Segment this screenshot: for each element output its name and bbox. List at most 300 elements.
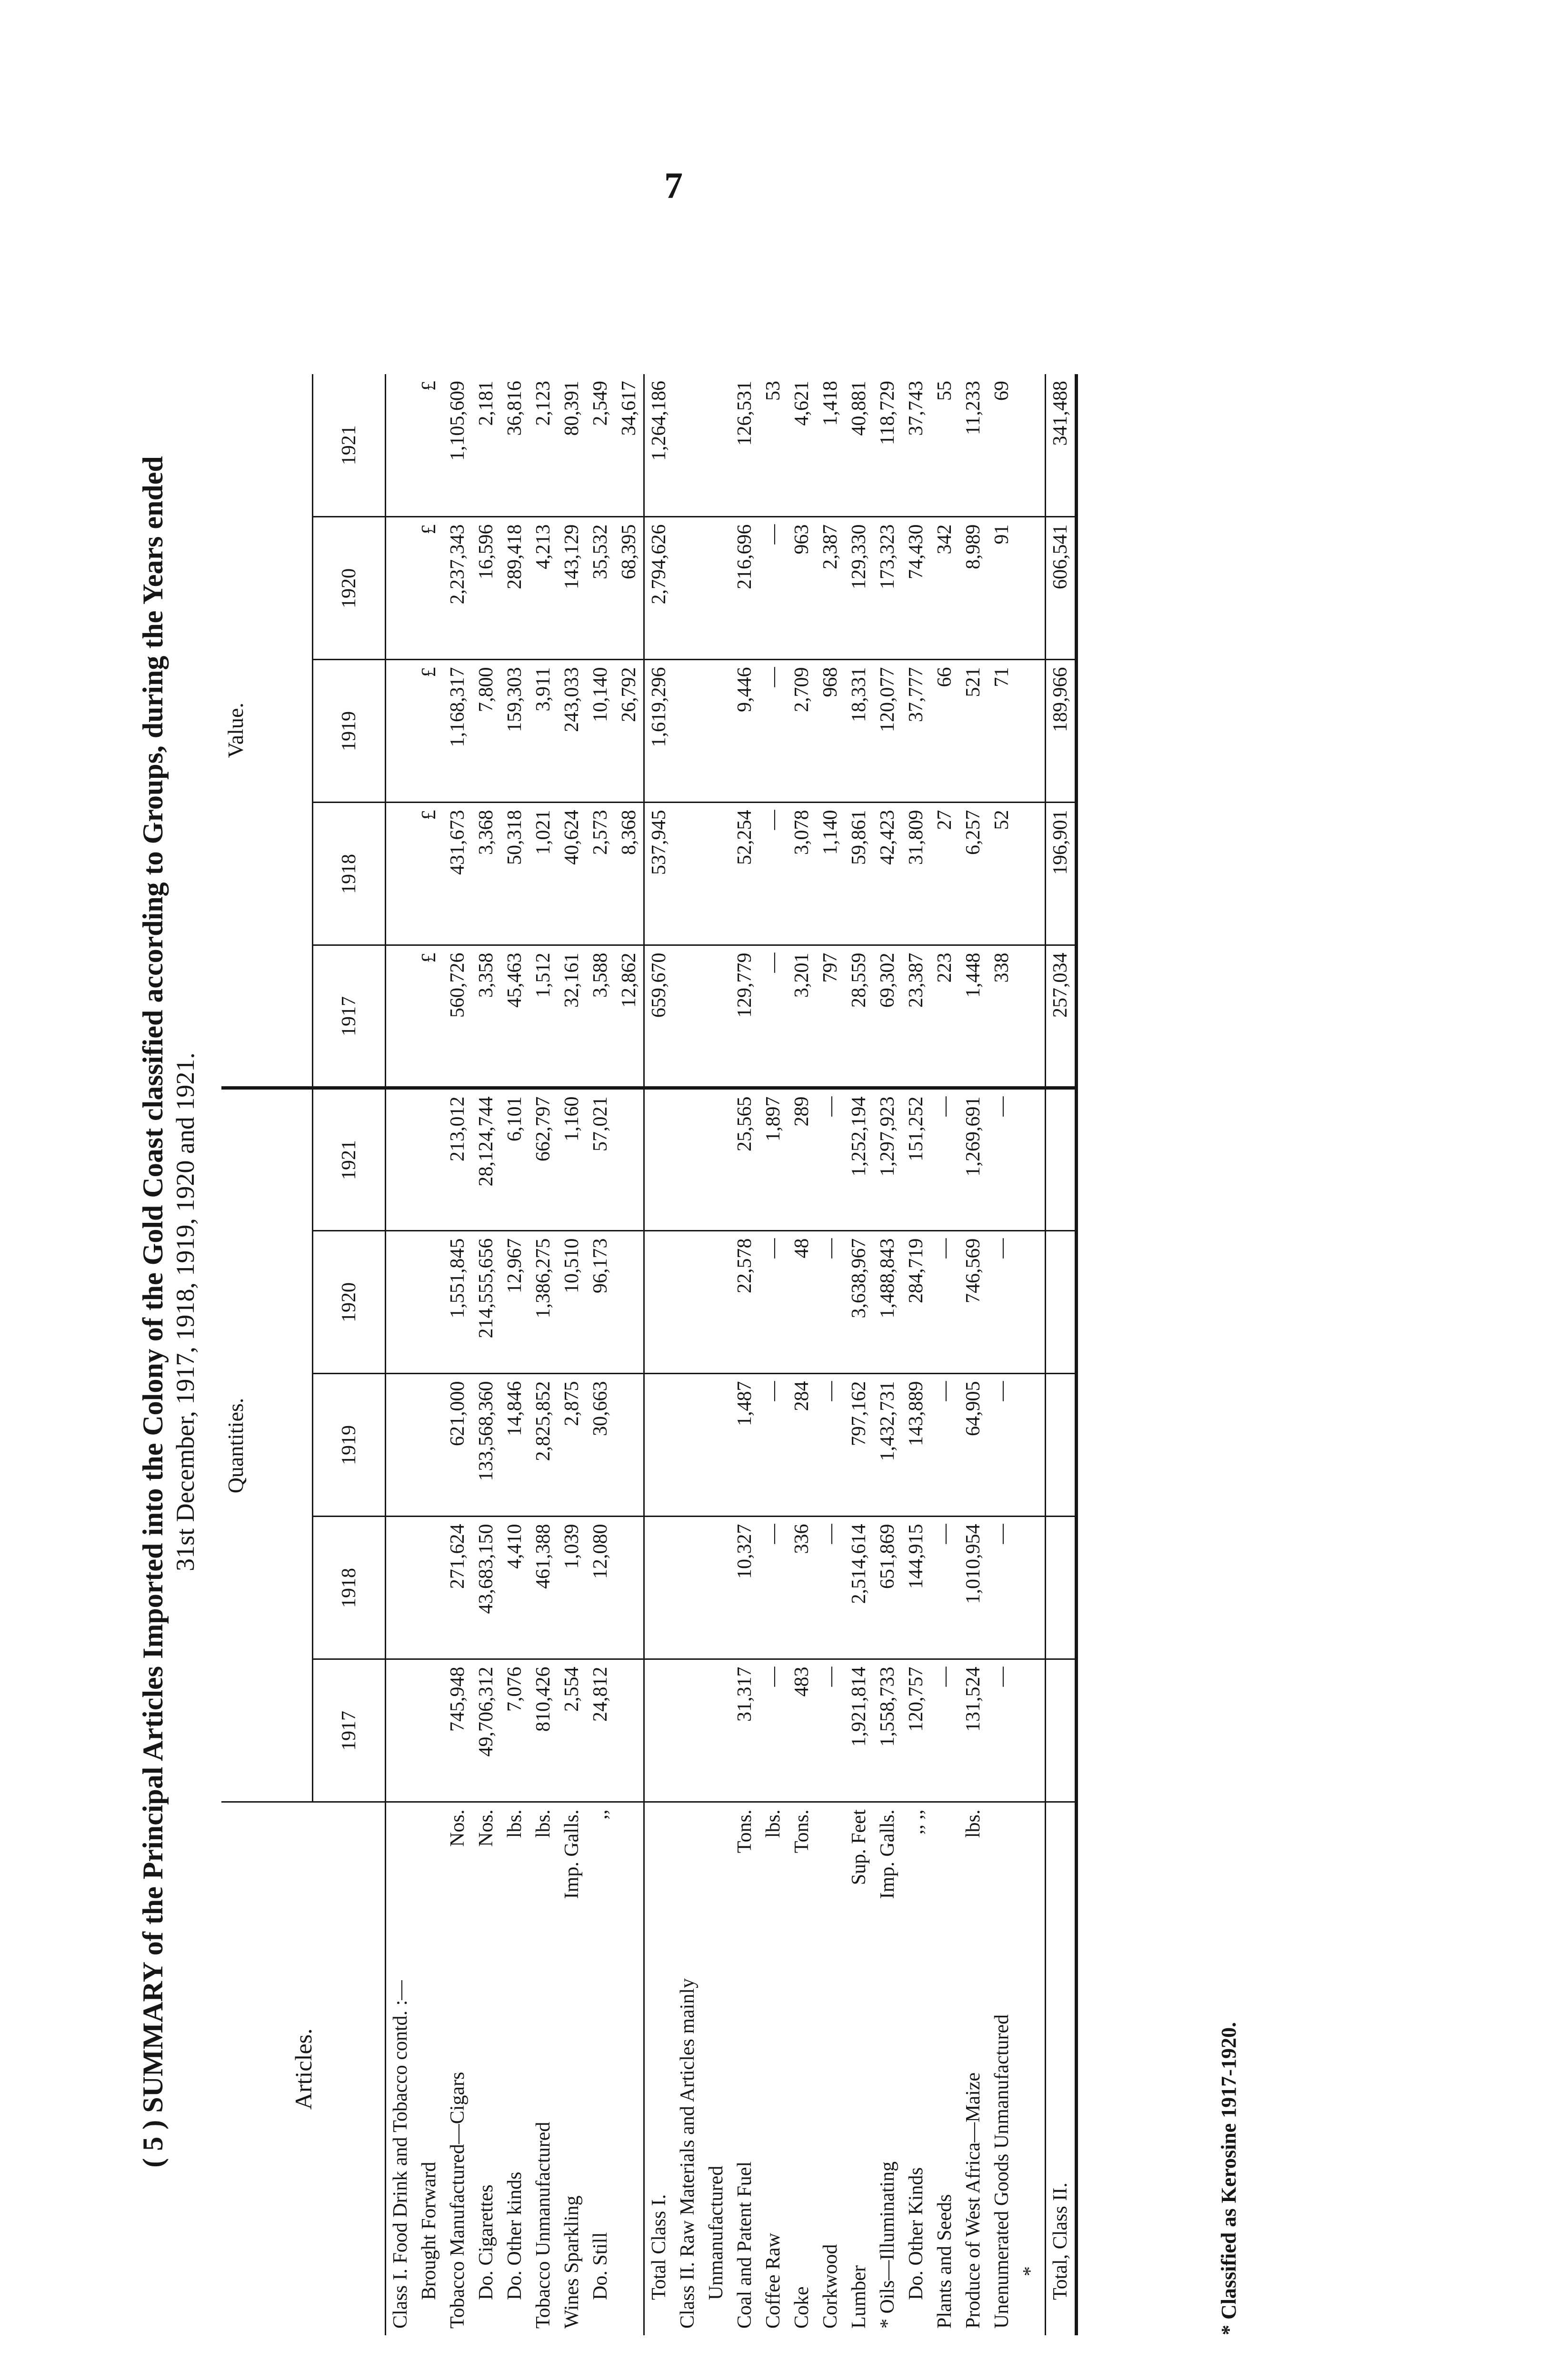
quantity-cell (1046, 1231, 1077, 1374)
value-cell: 27 (930, 803, 959, 945)
value-cell (702, 374, 730, 517)
value-cell: 159,303 (500, 660, 529, 803)
article-name: * Oils—Illuminating (877, 2161, 898, 2329)
year-header: 1919 (313, 660, 386, 803)
value-cell: 71 (988, 660, 1016, 803)
value-cell: 341,488 (1046, 374, 1077, 517)
value-cell: 91 (988, 517, 1016, 660)
table-row (644, 374, 674, 2335)
quantity-cell (1016, 1659, 1046, 1802)
quantity-cell: 14,846 (500, 1374, 529, 1517)
quantity-cell: 810,426 (529, 1659, 558, 1802)
quantity-cell (673, 1088, 702, 1231)
quantity-cell: — (816, 1231, 845, 1374)
quantity-cell (615, 1231, 644, 1374)
article-cell (500, 1802, 529, 2335)
article-unit: Nos. (447, 1809, 469, 1847)
quantity-cell: 6,101 (500, 1088, 529, 1231)
value-cell: — (759, 945, 788, 1088)
value-cell: 31,809 (902, 803, 930, 945)
table-body (386, 374, 1077, 2335)
article-unit (415, 1810, 443, 1815)
article-unit: Nos. (475, 1809, 497, 1847)
quantity-cell: 22,578 (730, 1231, 759, 1374)
table-row (1046, 374, 1077, 2335)
year-header: 1917 (313, 1659, 386, 1802)
quantity-cell (702, 1517, 730, 1659)
value-cell: 3,368 (472, 803, 500, 945)
article-cell (902, 1802, 930, 2335)
quantity-cell: 271,624 (443, 1517, 472, 1659)
year-header: 1921 (313, 374, 386, 517)
quantity-cell (415, 1374, 443, 1517)
value-cell: 10,140 (586, 660, 615, 803)
article-unit (816, 1810, 845, 1815)
quantity-cell (386, 1088, 415, 1231)
value-cell: 1,168,317 (443, 660, 472, 803)
quantity-cell (1046, 1517, 1077, 1659)
article-name: Unmanufactured (705, 2165, 727, 2300)
value-cell: 66 (930, 660, 959, 803)
quantity-cell: 621,000 (443, 1374, 472, 1517)
quantity-cell: 25,565 (730, 1088, 759, 1231)
quantity-cell (386, 1517, 415, 1659)
article-name: Tobacco Unmanufactured (532, 2122, 554, 2329)
value-cell: 223 (930, 945, 959, 1088)
article-unit (386, 1810, 415, 1815)
value-cell (1016, 803, 1046, 945)
quantity-cell: 49,706,312 (472, 1659, 500, 1802)
quantity-cell: 4,410 (500, 1517, 529, 1659)
value-cell: 1,512 (529, 945, 558, 1088)
value-cell (1016, 660, 1046, 803)
article-cell (472, 1802, 500, 2335)
quantity-cell: 1,432,731 (873, 1374, 902, 1517)
value-cell: 2,794,626 (644, 517, 674, 660)
article-unit (988, 1810, 1016, 1815)
quantity-cell: — (759, 1659, 788, 1802)
value-cell: £ (415, 945, 443, 1088)
quantity-cell: 2,514,614 (845, 1517, 873, 1659)
quantity-cell: 12,080 (586, 1517, 615, 1659)
article-name: Wines Sparkling (561, 2195, 583, 2329)
article-cell (529, 1802, 558, 2335)
article-name: Unenumerated Goods Unmanufactured (991, 2014, 1013, 2329)
value-cell (386, 374, 415, 517)
article-unit (1016, 1810, 1045, 1815)
quantity-cell (644, 1088, 674, 1231)
quantity-cell: 745,948 (443, 1659, 472, 1802)
value-cell: 34,617 (615, 374, 644, 517)
value-cell (386, 945, 415, 1088)
value-cell: 257,034 (1046, 945, 1077, 1088)
value-cell: 55 (930, 374, 959, 517)
value-cell: 53 (759, 374, 788, 517)
quantity-cell (673, 1231, 702, 1374)
article-name: Coal and Patent Fuel (734, 2161, 756, 2329)
value-cell: 2,387 (816, 517, 845, 660)
year-header: 1920 (313, 517, 386, 660)
quantity-cell: 96,173 (586, 1231, 615, 1374)
table-row (759, 374, 788, 2335)
value-cell: 2,549 (586, 374, 615, 517)
quantity-cell: 1,039 (558, 1517, 586, 1659)
table-row (386, 374, 415, 2335)
quantity-cell: — (988, 1659, 1016, 1802)
quantity-cell (702, 1088, 730, 1231)
value-cell: £ (415, 374, 443, 517)
article-unit: ,, ,, (905, 1809, 927, 1835)
article-cell (644, 1802, 674, 2335)
value-cell: 28,559 (845, 945, 873, 1088)
value-cell: 23,387 (902, 945, 930, 1088)
value-cell: £ (415, 517, 443, 660)
value-cell: 6,257 (959, 803, 988, 945)
table-row (558, 374, 586, 2335)
value-cell: 12,862 (615, 945, 644, 1088)
table-row (415, 374, 443, 2335)
article-cell (443, 1802, 472, 2335)
quantity-cell: — (930, 1231, 959, 1374)
value-cell: 1,448 (959, 945, 988, 1088)
article-cell (730, 1802, 759, 2335)
quantity-cell: — (759, 1517, 788, 1659)
value-cell: 11,233 (959, 374, 988, 517)
heading-line-1: ( 5 ) SUMMARY of the Principal Articles Imported into the Colony of the Gold Coast classified according to Groups, during the Years ended (137, 456, 169, 2168)
table-row (443, 374, 472, 2335)
quantity-cell: 289 (788, 1088, 816, 1231)
article-unit (930, 1810, 959, 1815)
year-header: 1918 (313, 803, 386, 945)
article-unit: Imp. Galls. (561, 1809, 583, 1899)
value-cell: 45,463 (500, 945, 529, 1088)
quantity-cell (615, 1659, 644, 1802)
quantity-cell (673, 1659, 702, 1802)
article-name: Class I. Food Drink and Tobacco contd. :— (389, 1980, 411, 2329)
article-cell (873, 1802, 902, 2335)
value-cell (702, 945, 730, 1088)
table-row (959, 374, 988, 2335)
value-cell: 7,800 (472, 660, 500, 803)
value-cell: 120,077 (873, 660, 902, 803)
quantity-cell: 1,488,843 (873, 1231, 902, 1374)
value-cell: 4,621 (788, 374, 816, 517)
quantity-cell: — (930, 1659, 959, 1802)
article-name: Corkwood (819, 2244, 841, 2329)
article-cell (988, 1802, 1016, 2335)
article-unit (1046, 1810, 1075, 1815)
quantity-cell (1016, 1231, 1046, 1374)
value-cell: 537,945 (644, 803, 674, 945)
quantity-cell: 2,554 (558, 1659, 586, 1802)
quantity-cell (702, 1659, 730, 1802)
table-row (673, 374, 702, 2335)
quantity-cell (1016, 1374, 1046, 1517)
value-cell (1016, 374, 1046, 517)
value-cell: 8,989 (959, 517, 988, 660)
quantity-cell: 12,967 (500, 1231, 529, 1374)
quantity-cell: 10,510 (558, 1231, 586, 1374)
quantity-cell: 10,327 (730, 1517, 759, 1659)
article-name: Produce of West Africa—Maize (962, 2072, 984, 2329)
article-cell (788, 1802, 816, 2335)
year-header: 1919 (313, 1374, 386, 1517)
quantity-cell: — (988, 1231, 1016, 1374)
value-cell: 35,532 (586, 517, 615, 660)
quantity-cell: 284,719 (902, 1231, 930, 1374)
articles-header: Articles. (221, 1802, 386, 2335)
quantity-cell (644, 1231, 674, 1374)
heading-line-2: 31st December, 1917, 1918, 1919, 1920 and 1921. (171, 1052, 200, 1571)
quantity-cell (1046, 1088, 1077, 1231)
value-cell: 560,726 (443, 945, 472, 1088)
quantity-cell (415, 1088, 443, 1231)
value-cell: 196,901 (1046, 803, 1077, 945)
quantity-cell: 144,915 (902, 1517, 930, 1659)
article-unit: Sup. Feet (848, 1809, 870, 1885)
quantity-cell: 284 (788, 1374, 816, 1517)
article-name: Brought Forward (418, 2162, 440, 2300)
quantity-cell (702, 1374, 730, 1517)
value-cell: 1,105,609 (443, 374, 472, 517)
quantity-cell: 1,252,194 (845, 1088, 873, 1231)
value-cell: 4,213 (529, 517, 558, 660)
value-cell: 338 (988, 945, 1016, 1088)
value-cell: 606,541 (1046, 517, 1077, 660)
year-header: 1920 (313, 1231, 386, 1374)
article-unit: lbs. (962, 1809, 984, 1838)
value-cell: 37,777 (902, 660, 930, 803)
value-cell: 173,323 (873, 517, 902, 660)
value-cell (702, 517, 730, 660)
table-row (730, 374, 759, 2335)
quantity-cell: 746,569 (959, 1231, 988, 1374)
quantity-cell: 1,160 (558, 1088, 586, 1231)
article-cell (558, 1802, 586, 2335)
value-cell: 126,531 (730, 374, 759, 517)
value-cell: 1,140 (816, 803, 845, 945)
value-cell: 243,033 (558, 660, 586, 803)
value-cell: 40,624 (558, 803, 586, 945)
quantity-cell (415, 1231, 443, 1374)
value-cell: 216,696 (730, 517, 759, 660)
value-cell: 3,201 (788, 945, 816, 1088)
year-header: 1918 (313, 1517, 386, 1659)
quantity-cell: 1,551,845 (443, 1231, 472, 1374)
value-cell: 37,743 (902, 374, 930, 517)
rotated-table-page (95, 217, 1300, 2380)
article-cell (845, 1802, 873, 2335)
quantity-cell (644, 1374, 674, 1517)
value-cell (673, 517, 702, 660)
year-header: 1917 (313, 945, 386, 1088)
value-cell: 3,911 (529, 660, 558, 803)
article-cell (415, 1802, 443, 2335)
table-row (586, 374, 615, 2335)
value-cell: 2,237,343 (443, 517, 472, 660)
value-cell: 8,368 (615, 803, 644, 945)
article-cell (959, 1802, 988, 2335)
quantity-cell: 662,797 (529, 1088, 558, 1231)
table-row (702, 374, 730, 2335)
value-cell: 36,816 (500, 374, 529, 517)
quantity-cell: 213,012 (443, 1088, 472, 1231)
value-cell: 16,596 (472, 517, 500, 660)
quantity-cell: 7,076 (500, 1659, 529, 1802)
article-unit: ,, (589, 1809, 611, 1820)
value-cell: — (759, 803, 788, 945)
article-name: Coke (791, 2286, 813, 2329)
quantity-cell: 1,386,275 (529, 1231, 558, 1374)
quantity-cell: 131,524 (959, 1659, 988, 1802)
quantity-cell: 336 (788, 1517, 816, 1659)
quantities-header: Quantities. (221, 1088, 313, 1802)
quantity-cell: 1,921,814 (845, 1659, 873, 1802)
quantity-cell (615, 1088, 644, 1231)
value-cell: 1,619,296 (644, 660, 674, 803)
article-unit: lbs. (762, 1809, 784, 1838)
imports-summary-table (221, 374, 1078, 2335)
article-name: Do. Other Kinds (905, 2167, 927, 2300)
value-cell: 3,588 (586, 945, 615, 1088)
article-name: Total, Class II. (1049, 2182, 1071, 2300)
article-unit: Imp. Galls. (877, 1809, 898, 1899)
quantity-cell: 214,555,656 (472, 1231, 500, 1374)
value-cell: 521 (959, 660, 988, 803)
quantity-cell (644, 1517, 674, 1659)
value-cell (673, 803, 702, 945)
article-cell (1016, 1802, 1046, 2335)
table-row (529, 374, 558, 2335)
table-row (902, 374, 930, 2335)
quantity-cell: — (988, 1374, 1016, 1517)
quantity-cell (386, 1659, 415, 1802)
article-unit (673, 1810, 702, 1815)
year-header: 1921 (313, 1088, 386, 1231)
table-row (930, 374, 959, 2335)
article-name: Do. Still (589, 2232, 611, 2300)
quantity-cell: 1,297,923 (873, 1088, 902, 1231)
quantity-cell: — (930, 1517, 959, 1659)
quantity-cell (673, 1517, 702, 1659)
quantity-cell: 2,825,852 (529, 1374, 558, 1517)
article-unit: Tons. (734, 1809, 756, 1854)
quantity-cell: 1,487 (730, 1374, 759, 1517)
article-cell (615, 1802, 644, 2335)
article-cell (930, 1802, 959, 2335)
value-cell (702, 660, 730, 803)
value-cell: 2,123 (529, 374, 558, 517)
value-cell (702, 803, 730, 945)
table-row (788, 374, 816, 2335)
article-cell (702, 1802, 730, 2335)
value-cell: 118,729 (873, 374, 902, 517)
table-row (816, 374, 845, 2335)
value-cell: 50,318 (500, 803, 529, 945)
article-unit (702, 1810, 730, 1815)
value-cell: 2,181 (472, 374, 500, 517)
page-number: 7 (664, 165, 683, 206)
quantity-cell: 120,757 (902, 1659, 930, 1802)
article-name: Plants and Seeds (934, 2194, 956, 2329)
quantity-cell (1046, 1659, 1077, 1802)
article-unit: Tons. (791, 1809, 813, 1854)
quantity-cell: 1,897 (759, 1088, 788, 1231)
value-cell (1016, 945, 1046, 1088)
value-cell: 2,573 (586, 803, 615, 945)
quantity-cell (1016, 1088, 1046, 1231)
value-cell: 26,792 (615, 660, 644, 803)
article-unit (645, 1810, 673, 1815)
quantity-cell (702, 1231, 730, 1374)
value-cell (673, 660, 702, 803)
quantity-cell: — (759, 1231, 788, 1374)
quantity-cell: 43,683,150 (472, 1517, 500, 1659)
table-row (988, 374, 1016, 2335)
value-cell (386, 517, 415, 660)
value-cell: 74,430 (902, 517, 930, 660)
value-cell: 963 (788, 517, 816, 660)
quantity-cell: 64,905 (959, 1374, 988, 1517)
quantity-cell (615, 1517, 644, 1659)
table-row (615, 374, 644, 2335)
value-cell: — (759, 517, 788, 660)
article-name: Do. Other kinds (504, 2172, 526, 2300)
value-header: Value. (221, 374, 313, 1088)
table-heading (136, 217, 201, 2380)
value-cell: 342 (930, 517, 959, 660)
article-name: Class II. Raw Materials and Articles mainly (677, 1978, 699, 2329)
article-cell (759, 1802, 788, 2335)
value-cell: 52,254 (730, 803, 759, 945)
quantity-cell: 1,010,954 (959, 1517, 988, 1659)
quantity-cell: — (816, 1088, 845, 1231)
quantity-cell: — (988, 1088, 1016, 1231)
quantity-cell: 28,124,744 (472, 1088, 500, 1231)
quantity-cell (1016, 1517, 1046, 1659)
quantity-cell: 133,568,360 (472, 1374, 500, 1517)
quantity-cell (386, 1374, 415, 1517)
article-name: Total Class I. (648, 2194, 670, 2300)
quantity-cell: — (759, 1374, 788, 1517)
value-cell: 129,330 (845, 517, 873, 660)
quantity-cell: 2,875 (558, 1374, 586, 1517)
quantity-cell: 143,889 (902, 1374, 930, 1517)
quantity-cell: — (930, 1088, 959, 1231)
value-cell (673, 374, 702, 517)
quantity-cell: 3,638,967 (845, 1231, 873, 1374)
quantity-cell: 57,021 (586, 1088, 615, 1231)
quantity-cell (615, 1374, 644, 1517)
quantity-cell: 651,869 (873, 1517, 902, 1659)
quantity-cell: — (816, 1659, 845, 1802)
article-unit: lbs. (532, 1809, 554, 1838)
value-cell: — (759, 660, 788, 803)
value-cell: 69,302 (873, 945, 902, 1088)
article-cell (673, 1802, 702, 2335)
quantity-cell (386, 1231, 415, 1374)
table-row (500, 374, 529, 2335)
quantity-cell (644, 1659, 674, 1802)
quantity-cell (415, 1659, 443, 1802)
table-row (873, 374, 902, 2335)
value-cell: 32,161 (558, 945, 586, 1088)
value-cell: 143,129 (558, 517, 586, 660)
quantity-cell: 483 (788, 1659, 816, 1802)
value-cell: 2,709 (788, 660, 816, 803)
article-cell (1046, 1802, 1077, 2335)
table-row (845, 374, 873, 2335)
